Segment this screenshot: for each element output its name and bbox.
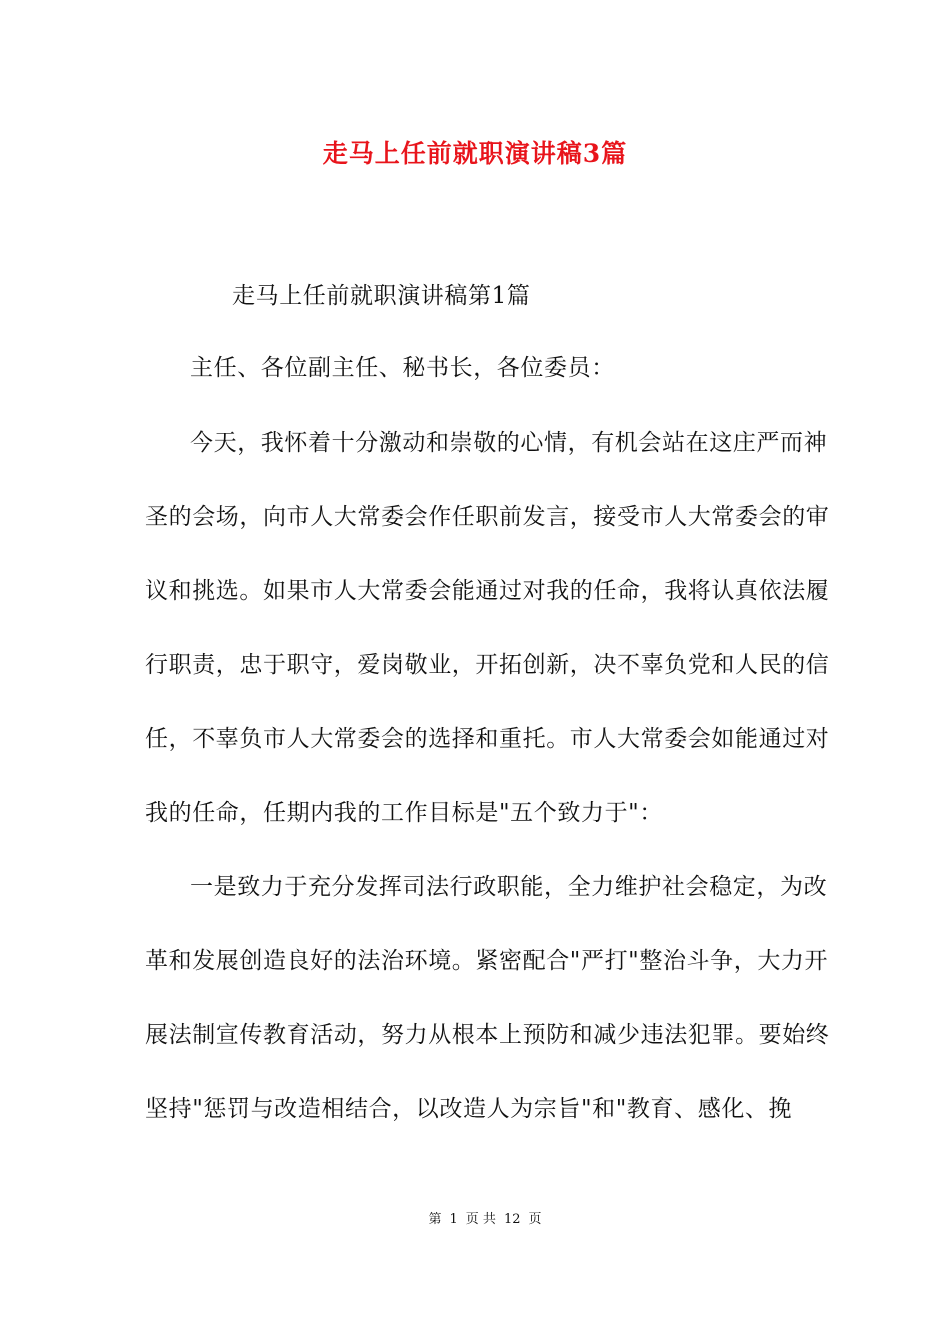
paragraph-line: 议和挑选。如果市人大常委会能通过对我的任命，我将认真依法履: [145, 578, 830, 604]
document-title: 走马上任前就职演讲稿3篇: [322, 139, 628, 168]
paragraph-line: 我的任命，任期内我的工作目标是"五个致力于"：: [145, 800, 663, 826]
section-heading: 走马上任前就职演讲稿第1篇: [232, 283, 531, 309]
footer-prefix: 第: [428, 1212, 442, 1227]
paragraph-line: 一是致力于充分发挥司法行政职能，全力维护社会稳定，为改: [190, 874, 828, 900]
paragraph-line: 展法制宣传教育活动，努力从根本上预防和减少违法犯罪。要始终: [145, 1022, 830, 1048]
salutation: 主任、各位副主任、秘书长，各位委员：: [190, 355, 615, 381]
paragraph-line: 今天，我怀着十分激动和崇敬的心情，有机会站在这庄严而神: [190, 430, 828, 456]
footer-total-pages: 12: [503, 1212, 521, 1227]
paragraph-line: 革和发展创造良好的法治环境。紧密配合"严打"整治斗争，大力开: [145, 948, 829, 974]
paragraph-line: 行职责，忠于职守，爱岗敬业，开拓创新，决不辜负党和人民的信: [145, 652, 830, 678]
paragraph-line: 任，不辜负市人大常委会的选择和重托。市人大常委会如能通过对: [145, 726, 830, 752]
paragraph-line: 圣的会场，向市人大常委会作任职前发言，接受市人大常委会的审: [145, 504, 830, 530]
footer-suffix: 页: [528, 1212, 542, 1227]
footer-middle: 页 共: [465, 1212, 496, 1227]
footer-current-page: 1: [449, 1212, 458, 1227]
page-number-footer: [0, 1208, 950, 1227]
paragraph-line: 坚持"惩罚与改造相结合，以改造人为宗旨"和"教育、感化、挽: [145, 1096, 793, 1122]
